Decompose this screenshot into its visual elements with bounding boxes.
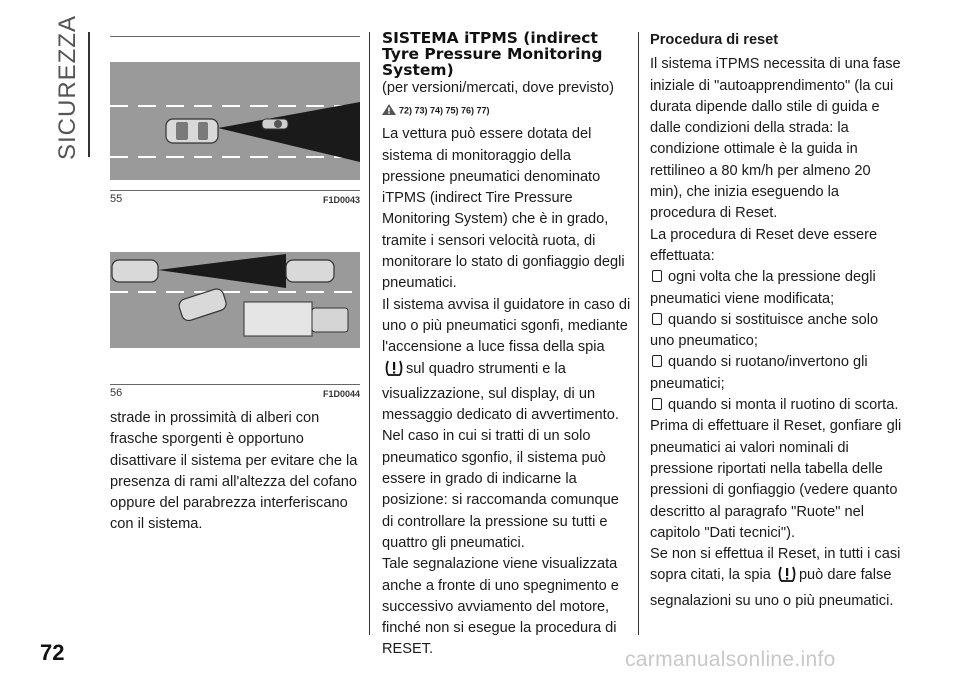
figure-55-image	[110, 62, 360, 180]
list-item	[650, 267, 905, 310]
reset-paragraph-1: Il sistema iTPMS necessita di una fase iniziale di "autoapprendimento" (la cui durata dipende dallo stile di guida e dalle condizioni della strada: la condizione ottimale è la guida in rettilineo a 80 km/h per almeno 20 min), che inizia eseguendo la procedura di Reset.	[650, 56, 901, 222]
figure-55-caption	[110, 190, 360, 205]
section-tab-rule	[88, 32, 90, 157]
itpms-paragraph-1: La vettura può essere dotata del sistema di monitoraggio della pressione pneumatici denominato iTPMS (indirect Tire Pressure Monitoring System) che è in grado, tramite i sensori velocità ruota, di monitorare lo stato di gonfiaggio degli pneumatici.	[382, 126, 625, 292]
reset-paragraph-4	[650, 544, 905, 612]
list-item	[650, 352, 905, 395]
figure-56-code: F1D0044	[322, 389, 360, 399]
list-item-text: quando si sostituisce anche solo uno pneumatico;	[650, 311, 879, 350]
warning-references	[382, 104, 632, 118]
figure-56-number: 56	[110, 387, 123, 399]
figure-55	[110, 62, 360, 205]
reset-paragraph-3: Prima di effettuare il Reset, gonfiare gli pneumatici ai valori nominali di pressione riportati nella tabella delle pressioni di gonfiaggio (vedere quanto descritto al paragrafo "Ruote" nel capitolo "Dati tecnici").	[650, 418, 902, 541]
column-1-paragraph: strade in prossimità di alberi con frasche sporgenti è opportuno disattivare il sistema per evitare che la presenza di rami all'altezza del cofano oppure del parabrezza interferiscano con il sistema.	[110, 410, 358, 533]
column-1	[110, 408, 362, 536]
list-item-text: quando si ruotano/invertono gli pneumatici;	[650, 354, 868, 392]
figure-56-caption	[110, 384, 360, 399]
itpms-paragraph-2-start: Il sistema avvisa il guidatore in caso di uno o più pneumatici sgonfi, mediante l'accensione a luce fissa della spia	[382, 296, 631, 356]
itpms-paragraph-4: Tale segnalazione viene visualizzata anche a fronte di uno spegnimento e successivo avviamento del motore, finché non si esegue la procedura di RESET.	[382, 556, 619, 658]
column-divider	[369, 32, 370, 635]
column-divider	[638, 32, 639, 635]
reset-procedure-title: Procedura di reset	[650, 32, 779, 48]
itpms-subtitle: (per versioni/mercati, dove previsto)	[382, 80, 614, 96]
bullet-icon	[652, 313, 662, 325]
figure-56	[110, 248, 360, 399]
figure-56-image	[110, 248, 360, 348]
tyre-pressure-warning-icon	[777, 565, 797, 590]
list-item-text: quando si monta il ruotino di scorta.	[668, 397, 899, 414]
column-3	[650, 30, 905, 612]
top-rule	[110, 36, 360, 37]
bullet-icon	[652, 355, 662, 367]
figure-55-number: 55	[110, 193, 123, 205]
tyre-pressure-warning-icon	[384, 359, 404, 384]
column-2	[382, 30, 632, 661]
bullet-icon	[652, 270, 662, 282]
list-item	[650, 310, 905, 353]
itpms-paragraph-3: Nel caso in cui si tratti di un solo pneumatico sgonfio, il sistema può essere in grado di indicarne la posizione: si raccomanda comunque di controllare la pressione su tutti e quattro gli pneumatici.	[382, 428, 619, 551]
section-tab-label: SICUREZZA	[54, 14, 81, 160]
page-number: 72	[40, 640, 65, 665]
reset-paragraph-2: La procedura di Reset deve essere effettuata:	[650, 226, 878, 264]
list-item-text: ogni volta che la pressione degli pneumatici viene modificata;	[650, 269, 876, 307]
bullet-icon	[652, 398, 662, 410]
warning-references-list: 72) 73) 74) 75) 76) 77)	[399, 105, 490, 116]
section-tab	[52, 14, 92, 160]
reset-paragraph-4-end: può dare false segnalazioni su uno o più pneumatici.	[650, 567, 894, 609]
warning-triangle-icon	[382, 104, 396, 118]
itpms-paragraph-2-end: sul quadro strumenti e la visualizzazione, sul display, di un messaggio dedicato di avvertimento.	[382, 360, 619, 424]
reset-paragraph-4-start: Se non si effettua il Reset, in tutti i casi sopra citati, la spia	[650, 546, 901, 584]
watermark: carmanualsonline.info	[625, 648, 836, 671]
itpms-section-title: SISTEMA iTPMS (indirect Tyre Pressure Monitoring System)	[382, 29, 603, 79]
figure-55-code: F1D0043	[322, 195, 360, 205]
itpms-paragraph-2	[382, 295, 632, 427]
list-item	[650, 395, 905, 416]
